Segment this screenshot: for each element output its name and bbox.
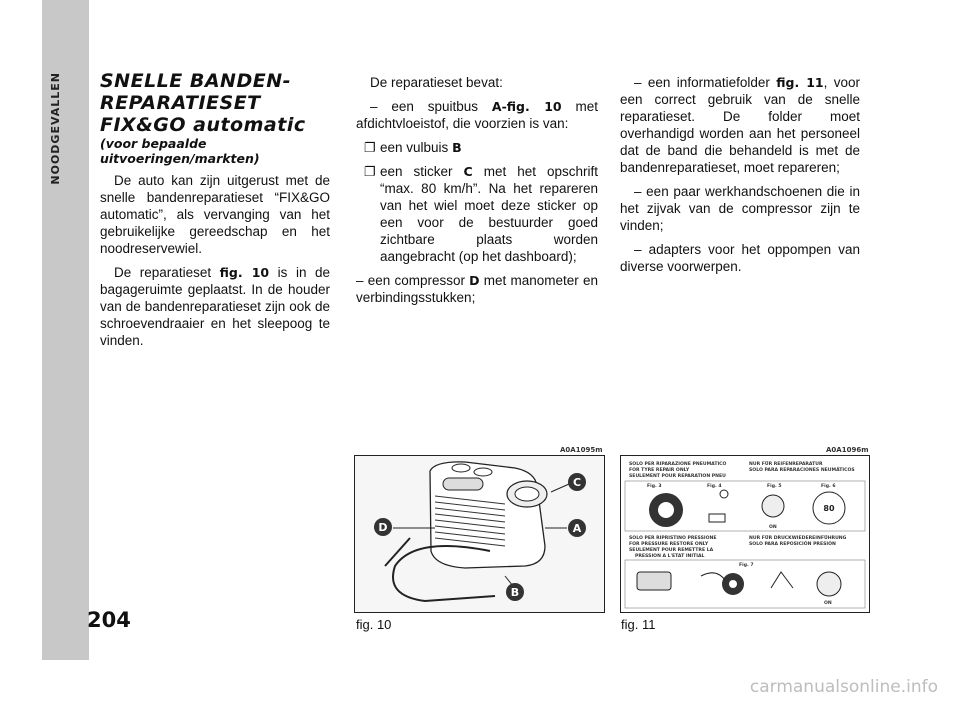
svg-text:ON: ON <box>824 601 832 606</box>
paragraph-location: De reparatieset fig. 10 is in de bagageruimte geplaatst. In de houder van de bandenreparatieset zijn ook de schroevendraaier en het sleepoog te vinden. <box>100 265 330 348</box>
subitem-fill-tube: ❐ een vulbuis B <box>364 140 462 155</box>
fig10-illustration <box>354 455 605 613</box>
fig11-code: A0A1096m <box>826 446 869 454</box>
fig10-code: A0A1095m <box>560 446 603 454</box>
svg-text:Fig. 5: Fig. 5 <box>767 484 782 489</box>
svg-text:PRESSION A L'ETAT INITIAL: PRESSION A L'ETAT INITIAL <box>635 554 705 559</box>
svg-text:SOLO PER RIPRISTINO PRESSIONE: SOLO PER RIPRISTINO PRESSIONE <box>629 536 717 541</box>
title-line-1: SNELLE BANDEN- <box>100 70 291 92</box>
column-1 <box>100 70 330 356</box>
checkbox-bullet-icon: ❐ <box>364 140 376 155</box>
item-spray-can: – een spuitbus A-fig. 10 met afdichtvloeistof, die voorzien is van: <box>356 99 598 131</box>
item-compressor: – een compressor D met manometer en verbindingsstukken; <box>356 273 598 305</box>
checkbox-bullet-icon: ❐ <box>364 164 376 179</box>
svg-text:SOLO PARA REPARACIONES NEUMÁTI: SOLO PARA REPARACIONES NEUMÁTICOS <box>749 468 855 473</box>
kit-contents-intro: De reparatieset bevat: <box>370 75 503 90</box>
fig11-caption: fig. 11 <box>621 617 656 632</box>
page-number: 204 <box>87 608 131 632</box>
watermark: carmanualsonline.info <box>749 677 938 697</box>
svg-text:Fig. 3: Fig. 3 <box>647 484 662 489</box>
fig10-label-b: B <box>510 586 520 599</box>
item-gloves: – een paar werkhandschoenen die in het zijvak van de compressor zijn te vinden; <box>620 184 860 233</box>
item-adapters: – adapters voor het oppompen van diverse voorwerpen. <box>620 242 860 274</box>
svg-text:SOLO PARA REPOSICIÓN PRESIÓN: SOLO PARA REPOSICIÓN PRESIÓN <box>749 542 836 547</box>
svg-text:80: 80 <box>823 504 835 513</box>
fig10-label-a: A <box>572 522 582 535</box>
sidebar-band <box>42 0 131 660</box>
svg-text:Fig. 4: Fig. 4 <box>707 484 722 489</box>
svg-text:FOR TYRE REPAIR ONLY: FOR TYRE REPAIR ONLY <box>629 468 690 473</box>
svg-text:ON: ON <box>769 525 777 530</box>
svg-text:SEULEMENT POUR REMETTRE LA: SEULEMENT POUR REMETTRE LA <box>629 548 714 553</box>
fig10-label-d: D <box>378 521 388 534</box>
svg-text:NUR FÜR DRUCKWIEDEREINFÜHRUNG: NUR FÜR DRUCKWIEDEREINFÜHRUNG <box>749 536 847 541</box>
fig10-caption: fig. 10 <box>356 617 392 632</box>
subitem-sticker: ❐ een sticker C met het opschrift “max. 80 km/h”. Na het repareren van het wiel moet deze sticker op een voor de bestuurder goed zichtbare plaats worden aangebracht (op het dashboard); <box>364 164 599 264</box>
column-2 <box>356 74 598 313</box>
title-line-3: FIX&GO automatic <box>100 114 306 136</box>
svg-text:SOLO PER RIPARAZIONE PNEUMATIC: SOLO PER RIPARAZIONE PNEUMATICO <box>629 462 727 467</box>
svg-text:Fig. 6: Fig. 6 <box>821 484 836 489</box>
fig10-label-c: C <box>572 476 582 489</box>
fig10-reference: fig. 10 <box>219 265 270 280</box>
section-label: NOODGEVALLEN <box>49 72 62 185</box>
svg-text:NUR FÜR REIFENREPARATUR: NUR FÜR REIFENREPARATUR <box>749 462 823 467</box>
svg-text:FOR PRESSURE RESTORE ONLY: FOR PRESSURE RESTORE ONLY <box>629 542 709 547</box>
svg-text:SEULEMENT POUR REPARATION PNEU: SEULEMENT POUR REPARATION PNEU <box>629 474 726 479</box>
item-info-folder: – een informatiefolder fig. 11, voor een correct gebruik van de snelle reparatieset. De folder moet overhandigd worden aan het personeel dat de band die behandeld is met de bandenreparatieset, moet repareren; <box>620 75 861 175</box>
column-3 <box>620 74 860 282</box>
subtitle: (voor bepaalde uitvoeringen/markten) <box>100 136 260 166</box>
title-line-2: REPARATIESET <box>100 92 261 114</box>
paragraph-intro: De auto kan zijn uitgerust met de snelle bandenreparatieset “FIX&GO automatic”, als vervanging van het gebruikelijke gereedschap en het noodreservewiel. <box>100 173 330 256</box>
fig11-illustration <box>620 455 870 613</box>
svg-text:Fig. 7: Fig. 7 <box>739 563 754 568</box>
